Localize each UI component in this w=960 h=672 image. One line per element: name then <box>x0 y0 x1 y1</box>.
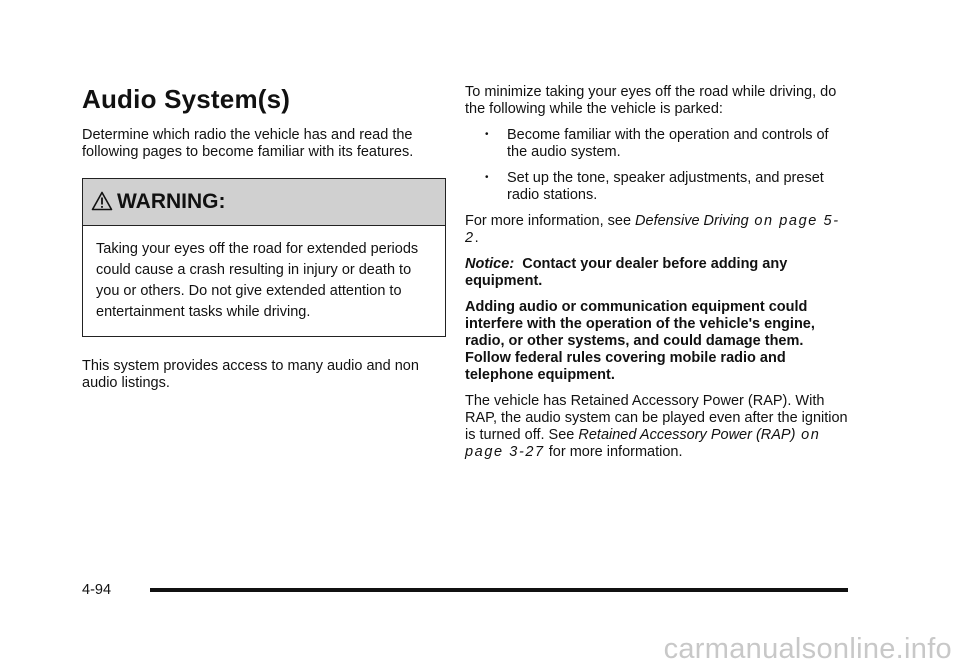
system-access-paragraph: This system provides access to many audio and non audio listings. <box>82 358 419 391</box>
notice-label: Notice: <box>465 256 515 272</box>
warning-body <box>83 226 445 336</box>
rap-paragraph: The vehicle has Retained Accessory Power (RAP). With RAP, the audio system can be played even after the ignition is turned off. See Retained Accessory Power (RAP) on page 3-27 for more information. <box>465 393 848 460</box>
page-title: Audio System(s) <box>82 84 291 114</box>
equipment-warning-paragraph: Adding audio or communication equipment could interfere with the operation of the vehicle's engine, radio, or other systems, and could damage them. Follow federal rules covering mobile radio and telephone equipment. <box>465 299 815 383</box>
minimize-paragraph: To minimize taking your eyes off the road while driving, do the following while the vehicle is parked: <box>465 84 837 117</box>
watermark: carmanualsonline.info <box>663 633 952 665</box>
right-column <box>465 84 849 461</box>
footer-rule <box>150 588 848 592</box>
intro-paragraph: Determine which radio the vehicle has and read the following pages to become familiar with its features. <box>82 127 414 160</box>
rap-link[interactable]: Retained Accessory Power (RAP) on page 3-27 <box>465 427 821 460</box>
defensive-driving-link[interactable]: Defensive Driving on page 5-2 <box>465 213 840 246</box>
warning-header <box>83 179 445 226</box>
notice-text: Contact your dealer before adding any equipment. <box>465 256 788 289</box>
warning-triangle-icon <box>91 191 113 211</box>
warning-text: Taking your eyes off the road for extended periods could cause a crash resulting in injury or death to you or others. Do not give extended attention to entertainment tasks while driving. <box>96 241 419 320</box>
list-item: • Set up the tone, speaker adjustments, and preset radio stations. <box>485 170 824 203</box>
notice-paragraph <box>465 256 849 290</box>
more-info-paragraph: For more information, see Defensive Driving on page 5-2. <box>465 213 840 246</box>
warning-title: WARNING: <box>117 190 226 213</box>
list-item: • Become familiar with the operation and controls of the audio system. <box>485 127 829 160</box>
warning-box <box>82 178 446 337</box>
left-column <box>82 84 448 392</box>
page-number: 4-94 <box>82 582 112 598</box>
bullet-icon: • <box>485 129 489 140</box>
bullet-list <box>465 127 849 204</box>
bullet-icon: • <box>485 172 489 183</box>
